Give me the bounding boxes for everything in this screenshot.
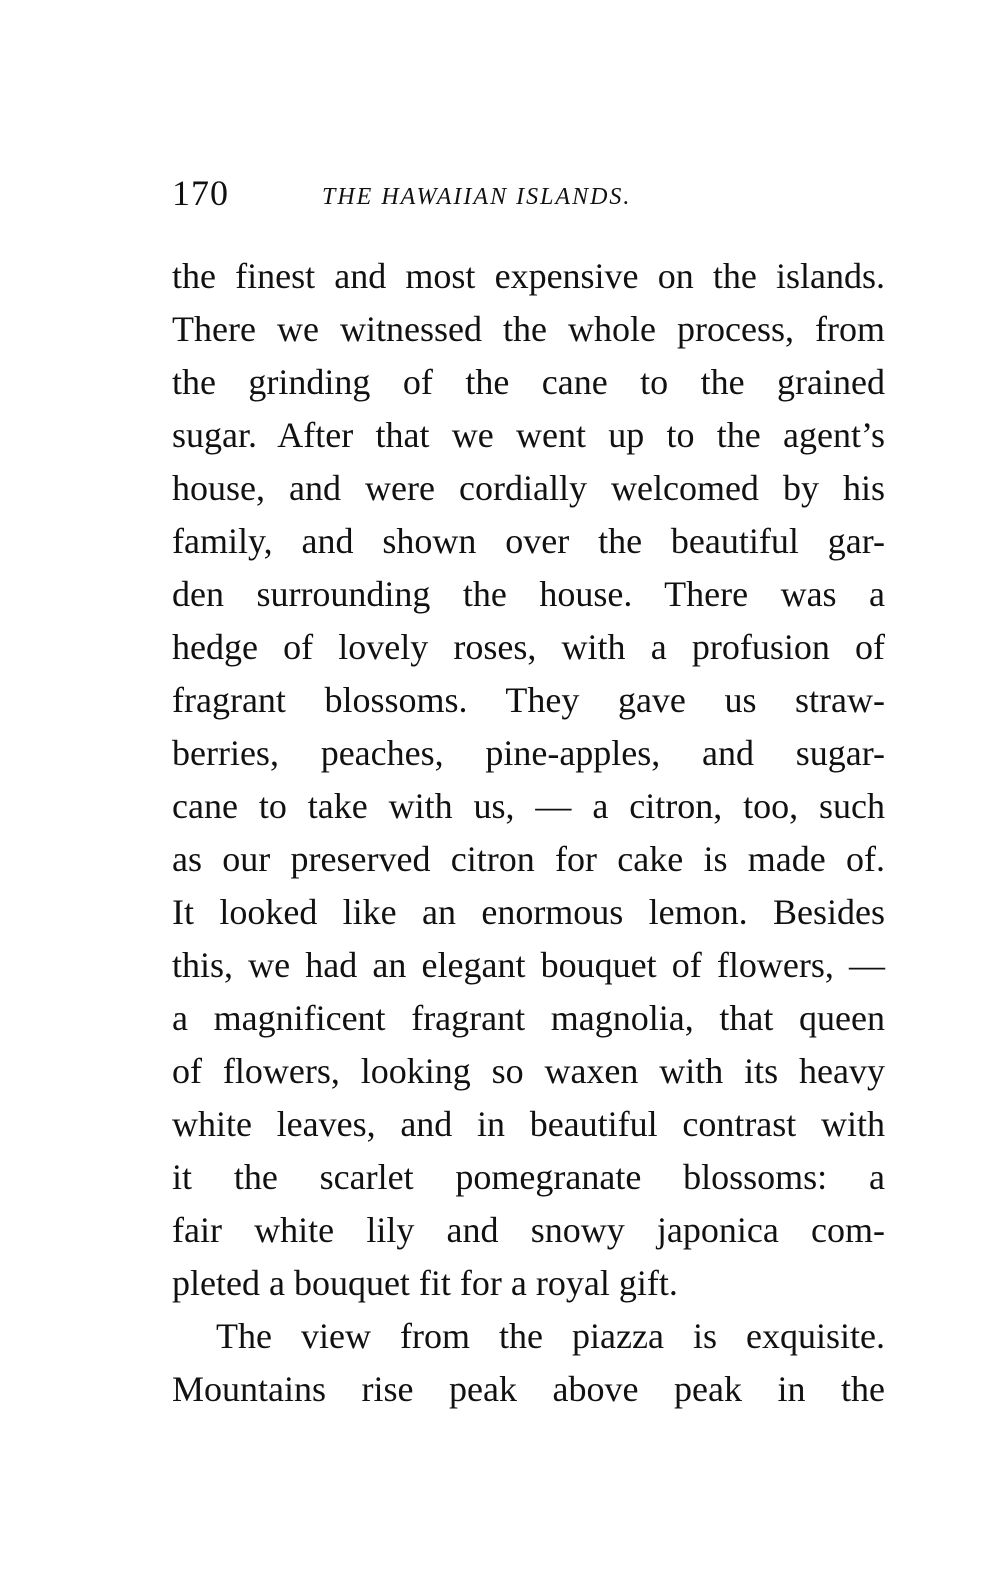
text-line: the grinding of the cane to the grained [172,362,885,402]
text-line: sugar. After that we went up to the agent’s [172,415,885,455]
text-line: white leaves, and in beautiful contrast with [172,1104,885,1144]
text-line: fair white lily and snowy japonica com- [172,1210,885,1250]
page-number: 170 [172,173,229,213]
text-line: den surrounding the house. There was a [172,574,885,614]
text-line: cane to take with us, — a citron, too, such [172,786,885,826]
text-line: family, and shown over the beautiful gar- [172,521,885,561]
body-text [172,250,885,1416]
text-line: it the scarlet pomegranate blossoms: a [172,1157,885,1197]
text-line: of flowers, looking so waxen with its heavy [172,1051,885,1091]
text-line: hedge of lovely roses, with a profusion of [172,627,885,667]
text-line: Mountains rise peak above peak in the [172,1369,885,1409]
paragraph-start-line: The view from the piazza is exquisite. [216,1316,885,1356]
page-header [172,168,892,218]
text-line: house, and were cordially welcomed by his [172,468,885,508]
text-line: pleted a bouquet fit for a royal gift. [172,1263,678,1303]
text-line: as our preserved citron for cake is made of. [172,839,885,879]
text-line: fragrant blossoms. They gave us straw- [172,680,885,720]
text-line: the finest and most expensive on the islands. [172,256,885,296]
text-line: berries, peaches, pine-apples, and sugar- [172,733,885,773]
text-line: a magnificent fragrant magnolia, that queen [172,998,885,1038]
text-line: this, we had an elegant bouquet of flowers, — [172,945,885,985]
running-title: THE HAWAIIAN ISLANDS. [322,184,632,210]
text-line: It looked like an enormous lemon. Besides [172,892,885,932]
text-line: There we witnessed the whole process, from [172,309,885,349]
